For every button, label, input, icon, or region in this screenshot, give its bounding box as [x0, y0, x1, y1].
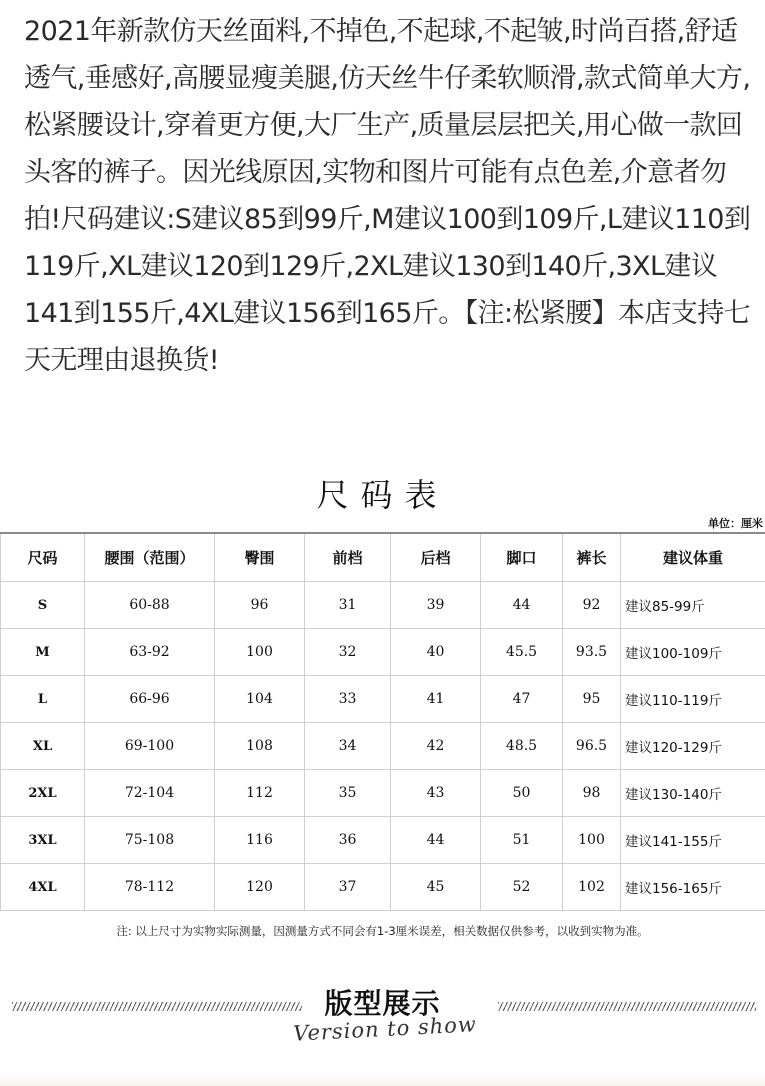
measurement-note: 注: 以上尺寸为实物实际测量，因测量方式不同会有1-3厘米误差，相关数据仅供参考，以收到实物为准。: [116, 924, 649, 938]
table-cell: 34: [305, 723, 391, 770]
table-cell: 51: [481, 817, 563, 864]
table-cell: 45: [391, 864, 481, 911]
weight-cell: 建议110-119斤: [621, 676, 765, 723]
table-cell: 47: [481, 676, 563, 723]
size-cell: 2XL: [1, 770, 85, 817]
size-cell: L: [1, 676, 85, 723]
table-cell: 31: [305, 582, 391, 629]
header-cell: 裤长: [563, 533, 621, 582]
size-cell: 3XL: [1, 817, 85, 864]
table-cell: 100: [215, 629, 305, 676]
table-cell: 100: [563, 817, 621, 864]
table-cell: 36: [305, 817, 391, 864]
size-cell: 4XL: [1, 864, 85, 911]
table-row: [1, 817, 765, 864]
weight-cell: 建议120-129斤: [621, 723, 765, 770]
table-cell: 44: [481, 582, 563, 629]
unit-label: 单位：厘米: [708, 517, 763, 530]
table-cell: 42: [391, 723, 481, 770]
table-cell: 104: [215, 676, 305, 723]
table-cell: 98: [563, 770, 621, 817]
table-cell: 32: [305, 629, 391, 676]
table-cell: 75-108: [85, 817, 215, 864]
table-row: [1, 676, 765, 723]
table-cell: 45.5: [481, 629, 563, 676]
header-cell: 前档: [305, 533, 391, 582]
table-cell: 35: [305, 770, 391, 817]
table-cell: 120: [215, 864, 305, 911]
header-cell: 脚口: [481, 533, 563, 582]
header-cell: 后档: [391, 533, 481, 582]
header-cell: 尺码: [1, 533, 85, 582]
weight-cell: 建议130-140斤: [621, 770, 765, 817]
header-cell: 建议体重: [621, 533, 765, 582]
table-cell: 52: [481, 864, 563, 911]
table-row: [1, 770, 765, 817]
photo-strip-edge: [0, 1072, 765, 1086]
table-header-row: [1, 533, 765, 582]
table-cell: 43: [391, 770, 481, 817]
weight-cell: 建议156-165斤: [621, 864, 765, 911]
size-table-title: 尺码表: [316, 476, 449, 514]
size-cell: S: [1, 582, 85, 629]
table-row: [1, 864, 765, 911]
table-row: [1, 582, 765, 629]
version-section-title: 版型展示: [324, 987, 441, 1020]
table-row: [1, 723, 765, 770]
table-cell: 102: [563, 864, 621, 911]
weight-cell: 建议100-109斤: [621, 629, 765, 676]
table-cell: 116: [215, 817, 305, 864]
size-table: [0, 532, 765, 911]
product-description: 2021年新款仿天丝面料,不掉色,不起球,不起皱,时尚百搭,舒适透气,垂感好,高腰显瘦美腿,仿天丝牛仔柔软顺滑,款式简单大方,松紧腰设计,穿着更方便,大厂生产,质量层层把关,用心做一款回头客的裤子。因光线原因,实物和图片可能有点色差,介意者勿拍!尺码建议:S建议85到99斤,M建议100到109斤,L建议110到119斤,XL建议120到129斤,2XL建议130到140斤,3XL建议141到155斤,4XL建议156到165斤。【注:松紧腰】本店支持七天无理由退换货!: [24, 16, 751, 376]
table-cell: 50: [481, 770, 563, 817]
table-cell: 69-100: [85, 723, 215, 770]
table-cell: 108: [215, 723, 305, 770]
table-cell: 44: [391, 817, 481, 864]
table-cell: 33: [305, 676, 391, 723]
table-cell: 96.5: [563, 723, 621, 770]
table-cell: 48.5: [481, 723, 563, 770]
table-cell: 39: [391, 582, 481, 629]
size-cell: XL: [1, 723, 85, 770]
weight-cell: 建议141-155斤: [621, 817, 765, 864]
table-cell: 93.5: [563, 629, 621, 676]
table-cell: 40: [391, 629, 481, 676]
table-cell: 63-92: [85, 629, 215, 676]
table-row: [1, 629, 765, 676]
version-section-subtitle: Version to show: [292, 1012, 478, 1046]
table-cell: 112: [215, 770, 305, 817]
table-cell: 95: [563, 676, 621, 723]
table-cell: 37: [305, 864, 391, 911]
table-cell: 72-104: [85, 770, 215, 817]
header-cell: 腰围（范围）: [85, 533, 215, 582]
size-cell: M: [1, 629, 85, 676]
header-cell: 臀围: [215, 533, 305, 582]
table-cell: 66-96: [85, 676, 215, 723]
table-cell: 78-112: [85, 864, 215, 911]
table-cell: 41: [391, 676, 481, 723]
table-cell: 60-88: [85, 582, 215, 629]
table-cell: 96: [215, 582, 305, 629]
table-cell: 92: [563, 582, 621, 629]
weight-cell: 建议85-99斤: [621, 582, 765, 629]
